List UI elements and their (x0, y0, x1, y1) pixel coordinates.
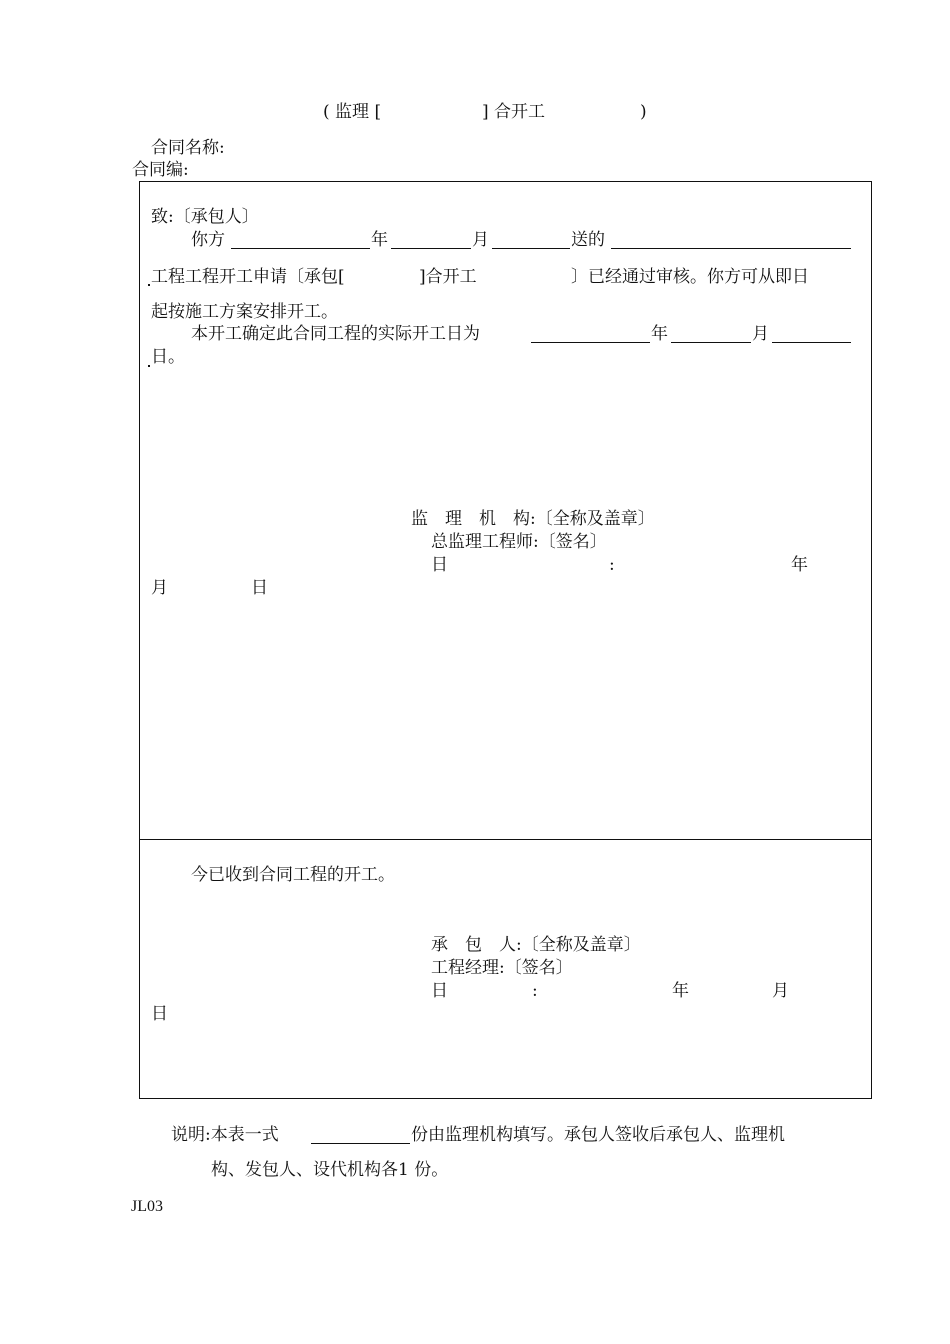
form-code: JL03 (131, 1198, 163, 1215)
date-ri-label: 日 (431, 555, 448, 575)
line2-sent: 送的 (571, 230, 605, 250)
margin-mark (148, 365, 150, 367)
line2-nifang: 你方 (191, 230, 225, 250)
blank-applicant[interactable] (231, 248, 370, 249)
receipt-date-ri: 日 (431, 981, 448, 1001)
blank-start-day[interactable] (772, 342, 851, 343)
supervision-org-label: 监 理 机 构:〔全称及盖章〕 (411, 509, 655, 529)
date-colon: : (609, 555, 615, 575)
blank-start-year[interactable] (531, 342, 650, 343)
receipt-date-month: 月 (772, 981, 789, 1001)
line4: 起按施工方案安排开工。 (151, 302, 338, 322)
line5-text: 本开工确定此合同工程的实际开工日为 (191, 324, 480, 344)
blank-submit-month[interactable] (492, 248, 570, 249)
form-title-paren: ) (640, 102, 647, 122)
note-part-b: 份由监理机构填写。承包人签收后承包人、监理机 (411, 1125, 785, 1145)
note-part-c: 构、发包人、设代机构各1 份。 (211, 1160, 449, 1180)
date-month-label: 月 (151, 578, 168, 598)
contract-name-label: 合同名称: (151, 138, 225, 158)
line3-part-b: ]合开工 (419, 267, 477, 287)
note-part-a: 说明:本表一式 (171, 1125, 279, 1145)
receipt-date-colon: : (532, 981, 538, 1001)
line5-month: 月 (752, 324, 769, 344)
blank-submitted-item[interactable] (611, 248, 851, 249)
contractor-label: 承 包 人:〔全称及盖章〕 (431, 935, 641, 955)
line2-year: 年 (371, 230, 388, 250)
date-year-label: 年 (791, 555, 808, 575)
addressee-line: 致:〔承包人〕 (151, 207, 259, 227)
project-manager-label: 工程经理:〔签名〕 (431, 958, 573, 978)
section-divider (139, 839, 872, 840)
contract-number-label: 合同编: (132, 160, 189, 180)
blank-submit-year[interactable] (391, 248, 471, 249)
line2-month: 月 (472, 230, 489, 250)
receipt-date-day: 日 (151, 1004, 168, 1024)
line3-part-a: 工程工程开工申请〔承包[ (151, 267, 345, 287)
date-day-label: 日 (251, 578, 268, 598)
margin-mark (148, 284, 150, 286)
receipt-text: 今已收到合同工程的开工。 (191, 865, 395, 885)
line5-year: 年 (651, 324, 668, 344)
receipt-date-year: 年 (672, 981, 689, 1001)
line6: 日。 (151, 347, 185, 367)
blank-start-month[interactable] (671, 342, 751, 343)
blank-copies[interactable] (311, 1143, 410, 1144)
form-title-close: ] 合开工 (482, 102, 546, 122)
line3-part-c: 〕已经通过审核。你方可从即日 (571, 267, 809, 287)
chief-engineer-label: 总监理工程师:〔签名〕 (431, 532, 607, 552)
form-title-open: ( 监理 [ (323, 102, 382, 122)
